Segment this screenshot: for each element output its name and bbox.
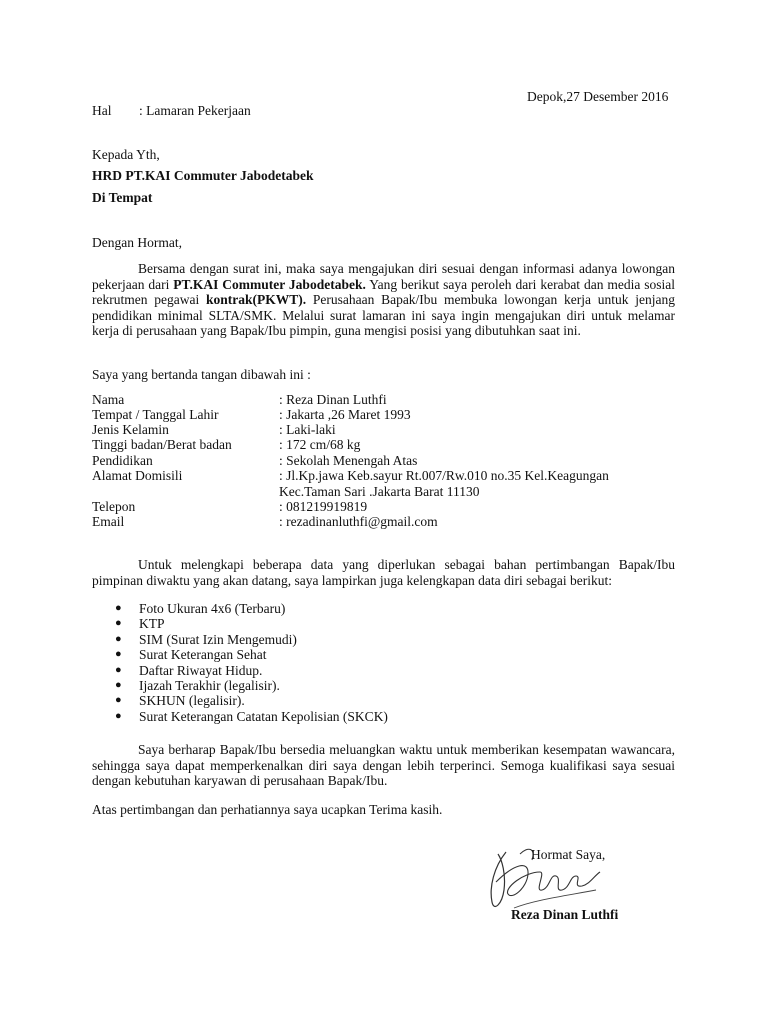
signatory-name: Reza Dinan Luthfi (511, 907, 619, 922)
subject-label: Hal (92, 103, 112, 118)
para1-text-e: Perusahaan Bapak/Ibu membuka lowongan kerja untuk jenjang pendidikan minimal SLTA/SMK. Melalui surat lamaran ini saya ingin mengajukan diri untuk melamar kerja di perusahaan yang Bapak/Ibu pimpin, guna mengisi posisi yang dibutuhkan saat ini. (92, 292, 675, 338)
details-intro: Saya yang bertanda tangan dibawah ini : (92, 367, 311, 382)
para1-text-c: Yang berikut saya peroleh dari kerabat dan media sosial rekrutmen pegawai (92, 276, 675, 307)
recipient-location: Di Tempat (92, 190, 153, 205)
detail-value: : Laki-laki (279, 422, 336, 437)
attachment-item: Daftar Riwayat Hidup. (139, 662, 263, 678)
bullet-icon: ● (115, 663, 122, 676)
para1-company: PT.KAI Commuter Jabodetabek. (173, 276, 366, 292)
bullet-icon: ● (115, 632, 122, 645)
detail-value: : Sekolah Menengah Atas (279, 453, 418, 468)
attachment-item: KTP (139, 616, 165, 632)
attachment-item: SIM (Surat Izin Mengemudi) (139, 631, 297, 647)
detail-label: Pendidikan (92, 453, 153, 468)
closing-line: Atas pertimbangan dan perhatiannya saya ucapkan Terima kasih. (92, 802, 443, 817)
detail-value: : Jakarta ,26 Maret 1993 (279, 407, 411, 422)
detail-label: Alamat Domisili (92, 468, 183, 483)
attachment-item: Surat Keterangan Sehat (139, 647, 267, 663)
detail-label: Tinggi badan/Berat badan (92, 437, 232, 452)
bullet-icon: ● (115, 709, 122, 722)
place-date: Depok,27 Desember 2016 (527, 89, 669, 104)
recipient: HRD PT.KAI Commuter Jabodetabek (92, 168, 314, 183)
attachment-item: Foto Ukuran 4x6 (Terbaru) (139, 601, 286, 616)
attachment-item: Surat Keterangan Catatan Kepolisian (SKCK) (139, 708, 388, 724)
attachment-item: SKHUN (legalisir). (139, 693, 245, 709)
detail-value: : 081219919819 (279, 499, 368, 514)
detail-label: Tempat / Tanggal Lahir (92, 407, 219, 422)
detail-value: : 172 cm/68 kg (279, 437, 361, 452)
detail-value: Kec.Taman Sari .Jakarta Barat 11130 (279, 484, 480, 499)
paragraph-hope: Saya berharap Bapak/Ibu bersedia meluangkan waktu untuk memberikan kesempatan wawancara, sehingga saya dapat memperkenalkan diri saya dengan lebih terperinci. Semoga kualifikasi saya sesuai dengan kebutuhan karyawan di perusahaan Bapak/Ibu. (92, 742, 675, 788)
bullet-icon: ● (115, 694, 122, 707)
bullet-icon: ● (115, 679, 122, 691)
to-line: Kepada Yth, (92, 147, 160, 162)
detail-value: : rezadinanluthfi@gmail.com (279, 514, 438, 529)
attachment-item: Ijazah Terakhir (legalisir). (139, 678, 280, 693)
greeting: Dengan Hormat, (92, 235, 182, 250)
detail-value: : Jl.Kp.jawa Keb.sayur Rt.007/Rw.010 no.35 Kel.Keagungan (279, 468, 609, 483)
regards: Hormat Saya, (531, 847, 606, 862)
detail-label: Email (92, 514, 125, 529)
detail-label: Nama (92, 392, 125, 407)
paragraph-attachments: Untuk melengkapi beberapa data yang diperlukan sebagai bahan pertimbangan Bapak/Ibu pimpinan diwaktu yang akan datang, saya lampirkan juga kelengkapan data diri sebagai berikut: (92, 557, 675, 588)
detail-label: Telepon (92, 499, 136, 514)
paragraph-application (92, 261, 675, 339)
bullet-icon: ● (115, 602, 122, 614)
para1-contract: kontrak(PKWT). (205, 292, 307, 307)
detail-value: : Reza Dinan Luthfi (279, 392, 387, 407)
para1-text-a: Bersama dengan surat ini, maka saya mengajukan diri sesuai dengan informasi adanya lowongan pekerjaan dari (92, 261, 675, 292)
bullet-icon: ● (115, 617, 122, 630)
bullet-icon: ● (115, 648, 122, 661)
subject-value: : Lamaran Pekerjaan (139, 103, 251, 118)
detail-label: Jenis Kelamin (92, 422, 169, 437)
